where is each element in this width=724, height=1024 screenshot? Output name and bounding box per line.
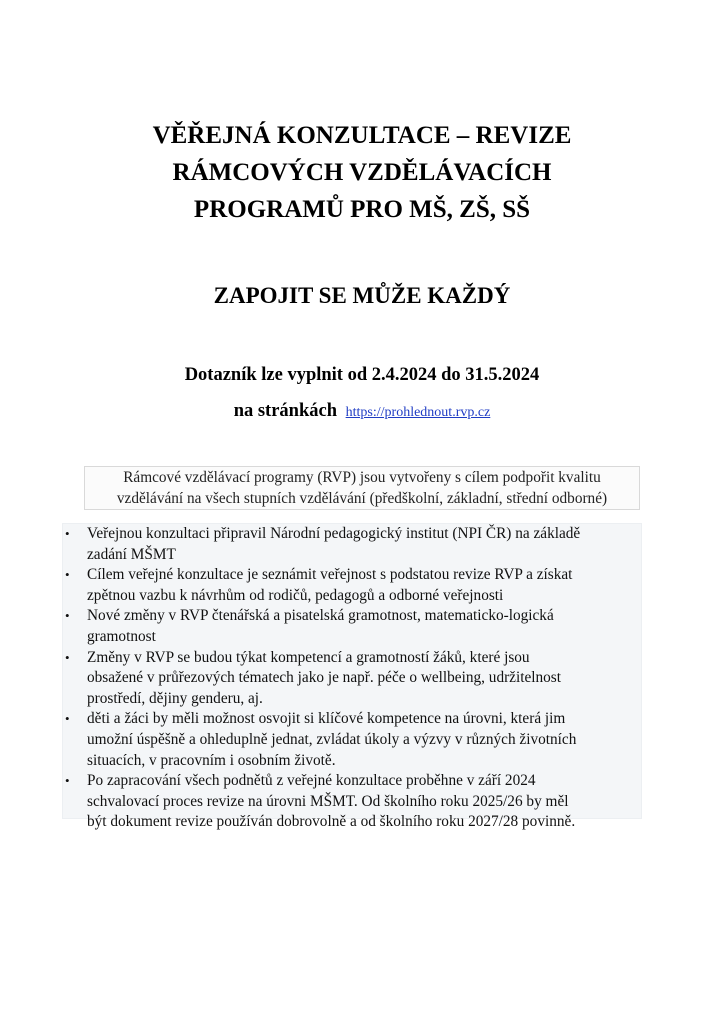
list-item — [62, 771, 642, 833]
list-item-line: Po zapracování všech podnětů z veřejné konzultace proběhne v září 2024 — [87, 772, 536, 790]
list-item-line: děti a žáci by měli možnost osvojit si klíčové kompetence na úrovni, která jim — [87, 710, 566, 728]
website-label: na stránkách — [233, 401, 338, 421]
list-item-line: schvalovací proces revize na úrovni MŠMT. Od školního roku 2025/26 by měl — [87, 792, 569, 810]
list-item-line: zadání MŠMT — [87, 545, 176, 563]
website-line — [60, 398, 664, 426]
list-item-line: prostředí, dějiny genderu, aj. — [87, 689, 263, 707]
title-line-3: PROGRAMŮ PRO MŠ, ZŠ, SŠ — [193, 196, 531, 223]
website-link[interactable]: https://prohlednout.rvp.cz — [345, 405, 491, 420]
list-item-line: situacích, v pracovním i osobním životě. — [87, 751, 336, 769]
list-item-line: gramotnost — [87, 627, 156, 645]
list-item-line: Veřejnou konzultaci připravil Národní pedagogický institut (NPI ČR) na základě — [87, 525, 581, 542]
document-title — [60, 117, 664, 228]
list-item — [62, 606, 642, 647]
subtitle: ZAPOJIT SE MŮŽE KAŽDÝ — [213, 283, 511, 308]
list-item — [62, 709, 642, 771]
list-item — [62, 565, 642, 606]
bullet-icon: • — [65, 608, 70, 624]
list-item-line: zpětnou vazbu k návrhům od rodičů, pedagogů a odborné veřejnosti — [87, 586, 504, 604]
list-item-line: obsažené v průřezových tématech jako je např. péče o wellbeing, udržitelnost — [87, 669, 562, 687]
bullet-icon: • — [65, 773, 70, 789]
list-item-line: Cílem veřejné konzultace je seznámit veřejnost s podstatou revize RVP a získat — [87, 566, 573, 584]
info-box — [84, 466, 640, 510]
list-item — [62, 648, 642, 710]
list-item-line: umožní úspěšně a ohleduplně jednat, zvládat úkoly a výzvy v různých životních — [87, 730, 577, 748]
info-line-2: vzdělávání na všech stupních vzdělávání (předškolní, základní, střední odborné) — [116, 490, 608, 507]
list-item-line: Změny v RVP se budou týkat kompetencí a gramotností žáků, které jsou — [87, 648, 530, 666]
bullet-icon: • — [65, 649, 70, 665]
title-line-2: RÁMCOVÝCH VZDĚLÁVACÍCH — [172, 159, 552, 186]
list-item-line: být dokument revize používán dobrovolně a od školního roku 2027/28 povinně. — [87, 813, 576, 831]
list-item-line: Nové změny v RVP čtenářská a pisatelská gramotnost, matematicko-logická — [87, 607, 554, 625]
bullet-icon: • — [65, 567, 70, 583]
survey-dates: Dotazník lze vyplnit od 2.4.2024 do 31.5.2024 — [184, 365, 540, 385]
bullet-list — [62, 524, 642, 833]
info-line-1: Rámcové vzdělávací programy (RVP) jsou vytvořeny s cílem podpořit kvalitu — [123, 469, 601, 486]
title-line-1: VĚŘEJNÁ KONZULTACE – REVIZE — [152, 122, 572, 149]
bullet-icon: • — [65, 526, 70, 541]
bullet-icon: • — [65, 711, 70, 727]
list-item — [62, 524, 642, 565]
